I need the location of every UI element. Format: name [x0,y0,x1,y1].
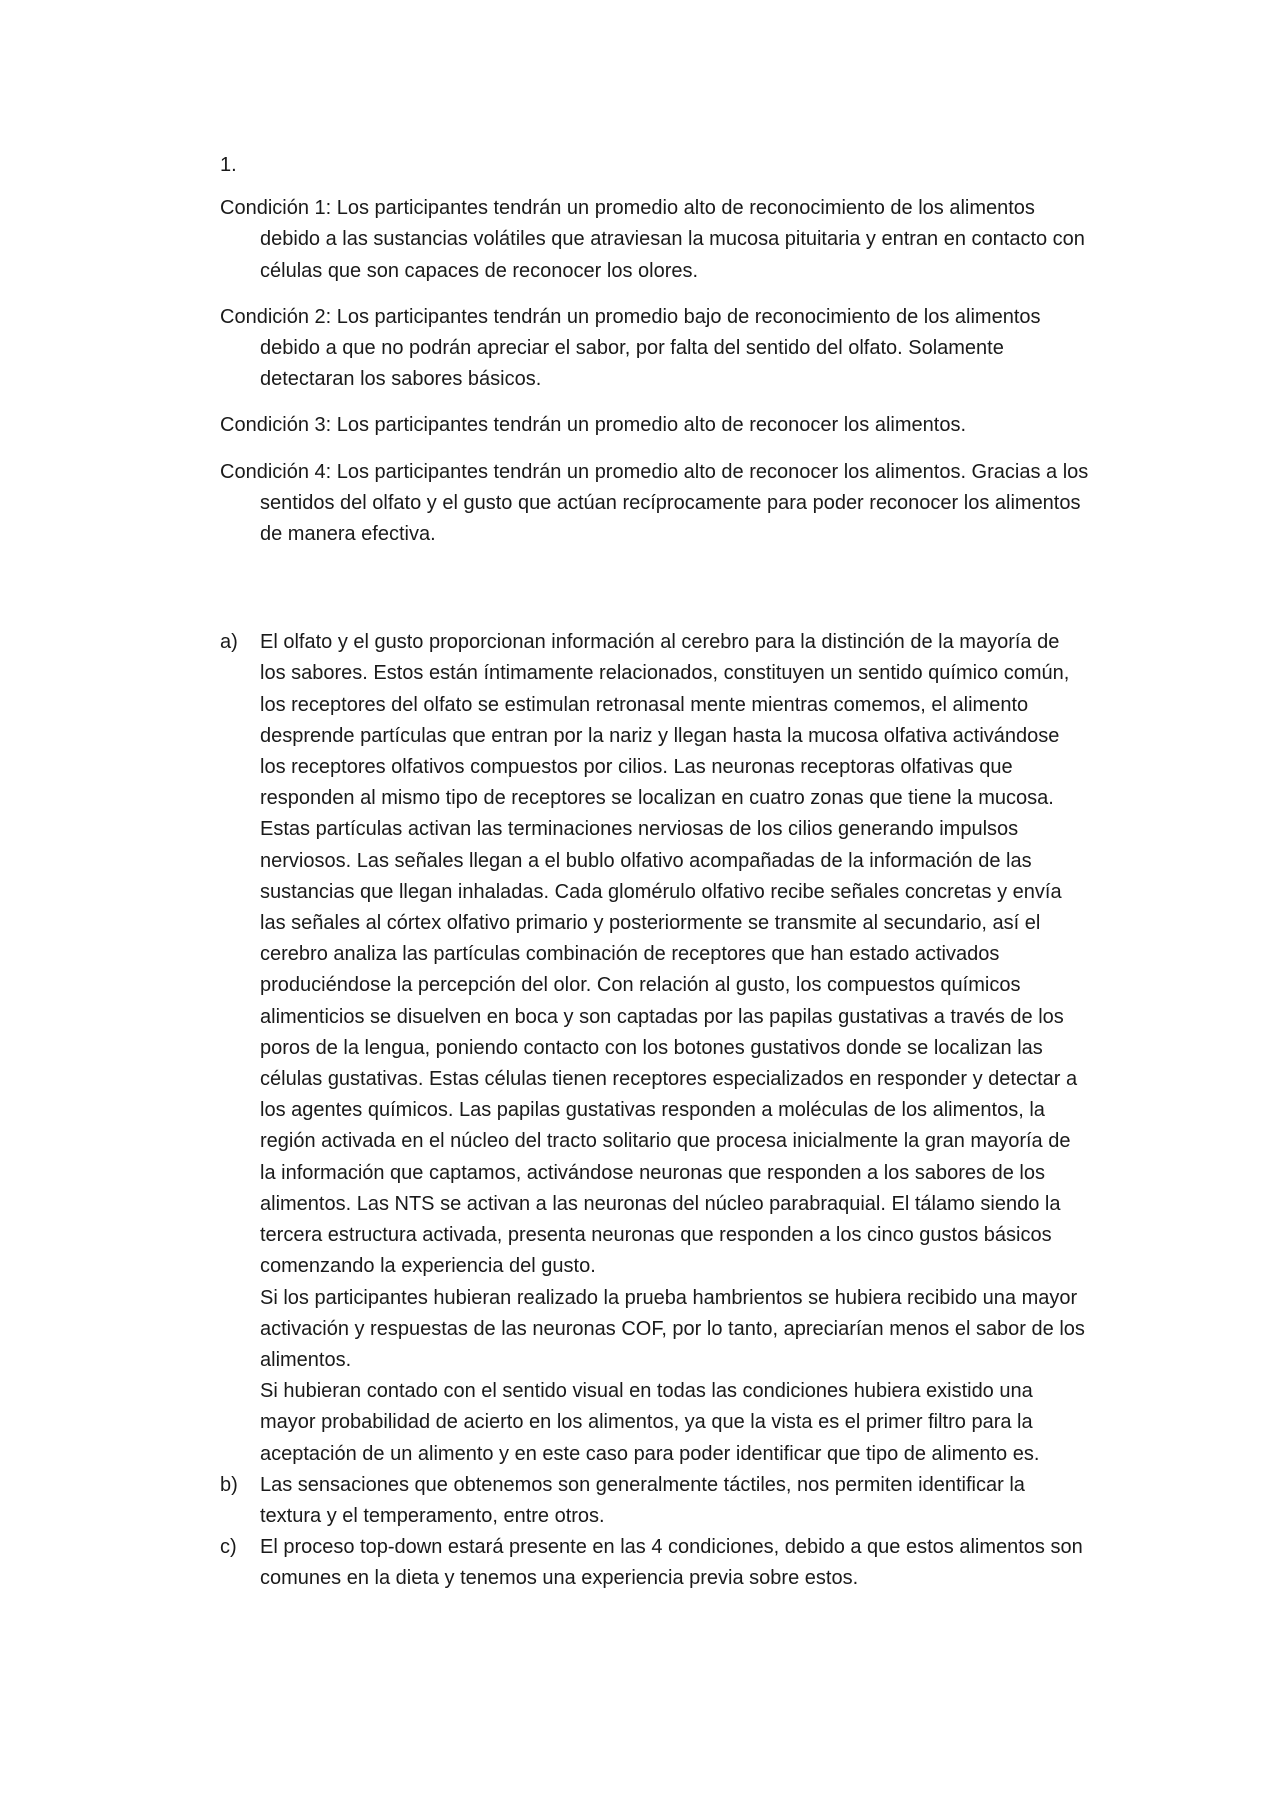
list-item-paragraph: El olfato y el gusto proporcionan información al cerebro para la distinción de la mayoría de los sabores. Estos están íntimamente relacionados, constituyen un sentido químico común, los receptores del olfato se estimulan retronasal mente mientras comemos, el alimento desprende partículas que entran por la nariz y llegan hasta la mucosa olfativa activándose los receptores olfativos compuestos por cilios. Las neuronas receptoras olfativas que responden al mismo tipo de receptores se localizan en cuatro zonas que tiene la mucosa. Estas partículas activan las terminaciones nerviosas de los cilios generando impulsos nerviosos. Las señales llegan a el bublo olfativo acompañadas de la información de las sustancias que llegan inhaladas. Cada glomérulo olfativo recibe señales concretas y envía las señales al córtex olfativo primario y posteriormente se transmite al secundario, así el cerebro analiza las partículas combinación de receptores que han estado activados produciéndose la percepción del olor. Con relación al gusto, los compuestos químicos alimenticios se disuelven en boca y son captadas por las papilas gustativas a través de los poros de la lengua, poniendo contacto con los botones gustativos donde se localizan las células gustativas. Estas células tienen receptores especializados en responder y detectar a los agentes químicos. Las papilas gustativas responden a moléculas de los alimentos, la región activada en el núcleo del tracto solitario que procesa inicialmente la gran mayoría de la información que captamos, activándose neuronas que responden a los sabores de los alimentos. Las NTS se activan a las neuronas del núcleo parabraquial. El tálamo siendo la tercera estructura activada, presenta neuronas que responden a los cinco gustos básicos comenzando la experiencia del gusto. [260,631,1078,1278]
list-item-label: c) [220,1536,237,1559]
condition-1: Condición 1: Los participantes tendrán un promedio alto de reconocimiento de los alimentos debido a las sustancias volátiles que atraviesan la mucosa pituitaria y entran en contacto con células que son capaces de reconocer los olores. [220,197,1085,282]
blank-space [220,565,1090,627]
list-item-paragraph: Las sensaciones que obtenemos son generalmente táctiles, nos permiten identificar la textura y el temperamento, entre otros. [260,1473,1025,1527]
list-item-paragraph: Si los participantes hubieran realizado la prueba hambrientos se hubiera recibido una mayor activación y respuestas de las neuronas COF, por lo tanto, apreciarían menos el sabor de los alimentos. [260,1286,1085,1371]
list-item-body [260,1532,1090,1594]
list-item-paragraph: El proceso top-down estará presente en las 4 condiciones, debido a que estos alimentos son comunes en la dieta y tenemos una experiencia previa sobre estos. [260,1536,1083,1590]
list-item-label: b) [220,1473,238,1496]
list-item-paragraph: Si hubieran contado con el sentido visual en todas las condiciones hubiera existido una mayor probabilidad de acierto en los alimentos, ya que la vista es el primer filtro para la aceptación de un alimento y en este caso para poder identificar que tipo de alimento es. [260,1380,1040,1465]
list-item-body [260,1470,1090,1532]
list-item-b [220,1470,1090,1532]
condition-3: Condición 3: Los participantes tendrán un promedio alto de reconocer los alimentos. [220,414,966,437]
list-item-c [220,1532,1090,1594]
list-item-body [260,627,1090,1469]
list-item-label: a) [220,631,238,654]
list-item-a [220,627,1090,1469]
document-page [220,150,1090,1595]
condition-2: Condición 2: Los participantes tendrán un promedio bajo de reconocimiento de los alimentos debido a que no podrán apreciar el sabor, por falta del sentido del olfato. Solamente detectaran los sabores básicos. [220,305,1041,391]
condition-4: Condición 4: Los participantes tendrán un promedio alto de reconocer los alimentos. Gracias a los sentidos del olfato y el gusto que actúan recíprocamente para poder reconocer los alimentos de manera efectiva. [220,460,1089,546]
section-number: 1. [220,154,237,176]
